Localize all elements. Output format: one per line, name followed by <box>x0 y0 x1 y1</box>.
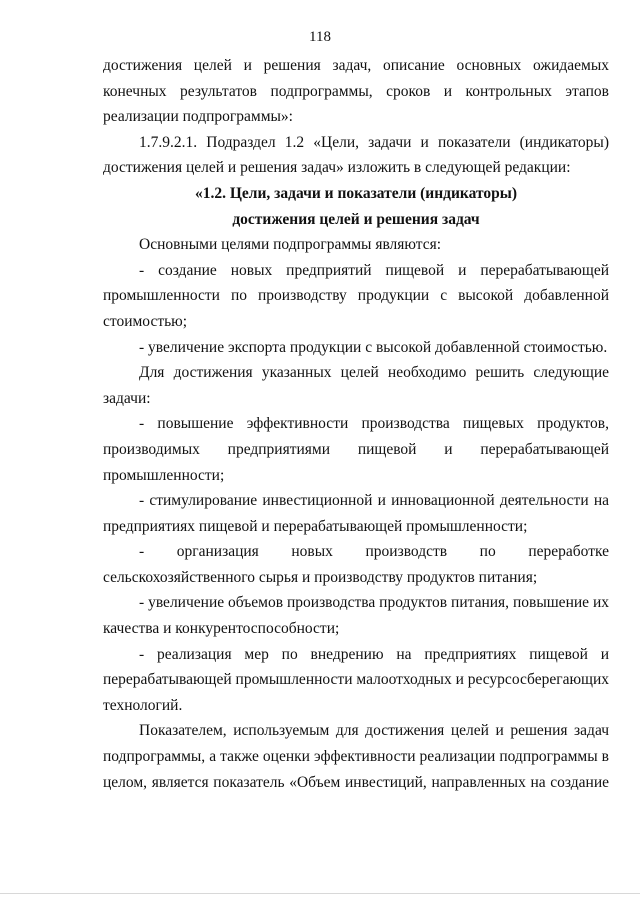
document-body <box>103 53 609 795</box>
task-item: - организация новых производств по переработке сельскохозяйственного сырья и производству продуктов питания; <box>103 543 609 586</box>
goals-intro: Основными целями подпрограммы являются: <box>139 236 442 254</box>
task-item: - повышение эффективности производства пищевых продуктов, производимых предприятиями пищевой и перерабатывающей промышленности; <box>103 415 609 484</box>
section-heading-line1: «1.2. Цели, задачи и показатели (индикаторы) <box>194 184 518 202</box>
goal-item: - создание новых предприятий пищевой и перерабатывающей промышленности по производству продукции с высокой добавленной стоимостью; <box>103 261 609 330</box>
section-heading-line2: достижения целей и решения задач <box>232 210 480 228</box>
paragraph-closing: Показателем, используемым для достижения целей и решения задач подпрограммы, а также оценки эффективности реализации подпрограммы в целом, является показатель «Объем инвестиций, направленных на создание <box>103 722 609 791</box>
task-item: - увеличение объемов производства продуктов питания, повышение их качества и конкурентоспособности; <box>103 594 609 638</box>
paragraph-intro: достижения целей и решения задач, описание основных ожидаемых конечных результатов подпрограммы, сроков и контрольных этапов реализации подпрограммы»: <box>103 57 609 126</box>
page-bottom-edge <box>0 893 640 894</box>
task-item: - реализация мер по внедрению на предприятиях пищевой и перерабатывающей промышленности малоотходных и ресурсосберегающих технологий. <box>103 645 610 714</box>
goal-item: - увеличение экспорта продукции с высокой добавленной стоимостью. <box>139 338 608 356</box>
paragraph-amendment: 1.7.9.2.1. Подраздел 1.2 «Цели, задачи и показатели (индикаторы) достижения целей и решения задач» изложить в следующей редакции: <box>103 133 609 177</box>
page-number: 118 <box>309 29 331 45</box>
task-item: - стимулирование инвестиционной и инновационной деятельности на предприятиях пищевой и перерабатывающей промышленности; <box>103 492 609 535</box>
tasks-intro: Для достижения указанных целей необходимо решить следующие задачи: <box>103 364 609 407</box>
